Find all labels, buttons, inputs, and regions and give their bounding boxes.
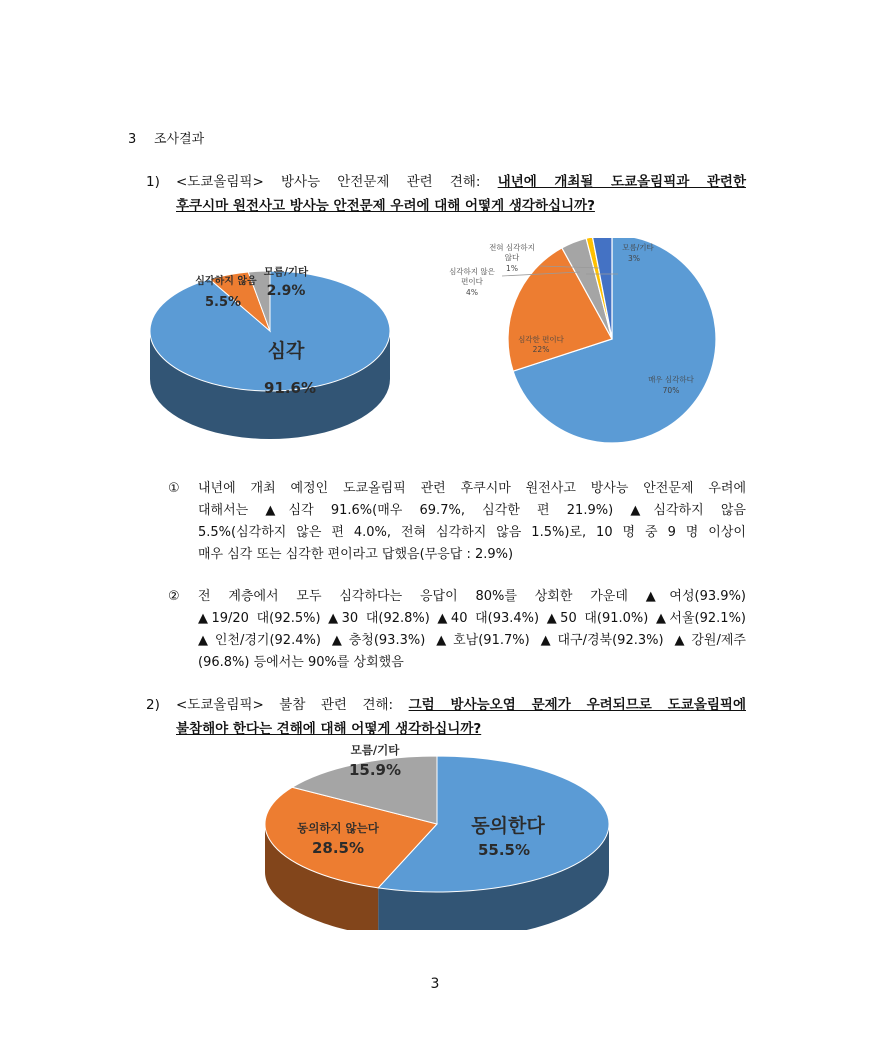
question-1 — [146, 170, 751, 220]
question-1-line1: 내년에 개최될 도쿄올림픽과 관련한 — [497, 174, 746, 190]
question-2-text — [176, 693, 746, 741]
question-1-prefix: <도쿄올림픽> 방사능 안전문제 관련 견해: — [176, 174, 498, 190]
chart-1-label-serious: 심각 — [267, 340, 305, 362]
chart-3-value-unknown: 15.9% — [348, 761, 402, 779]
question-1-line2: 후쿠시마 원전사고 방사능 안전문제 우려에 대해 어떻게 생각하십니까? — [176, 198, 595, 214]
page-number: 3 — [430, 976, 440, 992]
paragraph-2-line: (96.8%) 등에서는 90%를 상회했음 — [198, 655, 404, 670]
question-2-line1: 그럼 방사능오염 문제가 우려되므로 도쿄올림픽에 — [408, 697, 746, 713]
chart-2-value-not-very: 4% — [466, 288, 478, 297]
section-number: 3 — [128, 132, 137, 147]
chart-3-label-unknown: 모름/기타 — [350, 743, 400, 757]
chart-3-3d-pie — [262, 740, 622, 930]
chart-1-label-unknown: 모름/기타 — [263, 266, 309, 278]
paragraph-1-line: 매우 심각 또는 심각한 편이라고 답했음(무응답 : 2.9%) — [198, 547, 514, 562]
chart-3-value-disagree: 28.5% — [311, 839, 365, 857]
chart-1-3d-pie — [140, 255, 410, 455]
paragraph-2-marker: ② — [168, 589, 180, 604]
question-2-prefix: <도쿄올림픽> 불참 관련 견해: — [176, 697, 409, 713]
chart-2-pie — [430, 238, 730, 450]
paragraph-2-line: ▲인천/경기(92.4%) ▲충청(93.3%) ▲호남(91.7%) ▲대구/경북(92.3%) ▲강원/제주 — [198, 633, 746, 648]
chart-1-value-unknown: 2.9% — [266, 283, 306, 299]
question-2 — [146, 693, 751, 743]
question-1-text — [176, 170, 746, 218]
chart-3-label-agree: 동의한다 — [471, 815, 545, 837]
paragraph-1-text — [198, 478, 746, 566]
chart-3-value-agree: 55.5% — [477, 841, 531, 859]
chart-1-value-serious: 91.6% — [263, 379, 317, 397]
paragraph-1-marker: ① — [168, 481, 180, 496]
chart-2-label-not-very-2: 편이다 — [461, 277, 483, 286]
chart-2-label-not-very-1: 심각하지 않은 — [449, 267, 495, 276]
chart-2-label-none-2: 않다 — [504, 253, 520, 262]
paragraph-2-text — [198, 586, 746, 674]
section-title: 조사결과 — [154, 132, 205, 147]
paragraph-1 — [168, 478, 748, 568]
question-2-line2: 불참해야 한다는 견해에 대해 어떻게 생각하십니까? — [176, 721, 482, 737]
paragraph-2 — [168, 586, 748, 676]
chart-1-value-not-serious: 5.5% — [204, 295, 242, 310]
chart-2-label-unknown: 모름/기타 — [622, 243, 654, 252]
chart-2-value-unknown: 3% — [628, 254, 640, 263]
paragraph-2-line: ▲19/20 대(92.5%) ▲30 대(92.8%) ▲40 대(93.4%) ▲50 대(91.0%) ▲서울(92.1%) — [198, 611, 746, 626]
chart-2-label-none-1: 전혀 심각하지 — [489, 243, 535, 252]
section-heading — [128, 128, 204, 147]
question-1-number: 1) — [146, 174, 160, 190]
chart-2-label-very: 매우 심각하다 — [648, 375, 694, 384]
chart-2-value-very: 70% — [662, 386, 680, 395]
paragraph-2-line: 전 계층에서 모두 심각하다는 응답이 80%를 상회한 가운데 ▲여성(93.9%) — [198, 589, 746, 604]
chart-2-value-none: 1% — [506, 264, 518, 273]
chart-2-label-somewhat: 심각한 편이다 — [518, 335, 564, 344]
paragraph-1-line: 대해서는 ▲심각 91.6%(매우 69.7%, 심각한 편 21.9%) ▲심각하지 않음 — [198, 503, 746, 518]
chart-3-label-disagree: 동의하지 않는다 — [297, 821, 379, 835]
chart-2-value-somewhat: 22% — [532, 345, 550, 354]
paragraph-1-line: 내년에 개최 예정인 도쿄올림픽 관련 후쿠시마 원전사고 방사능 안전문제 우려에 — [198, 481, 746, 496]
question-2-number: 2) — [146, 697, 160, 713]
chart-1-label-not-serious: 심각하지 않음 — [195, 276, 257, 287]
paragraph-1-line: 5.5%(심각하지 않은 편 4.0%, 전혀 심각하지 않음 1.5%)로, 10 명 중 9 명 이상이 — [198, 525, 746, 540]
